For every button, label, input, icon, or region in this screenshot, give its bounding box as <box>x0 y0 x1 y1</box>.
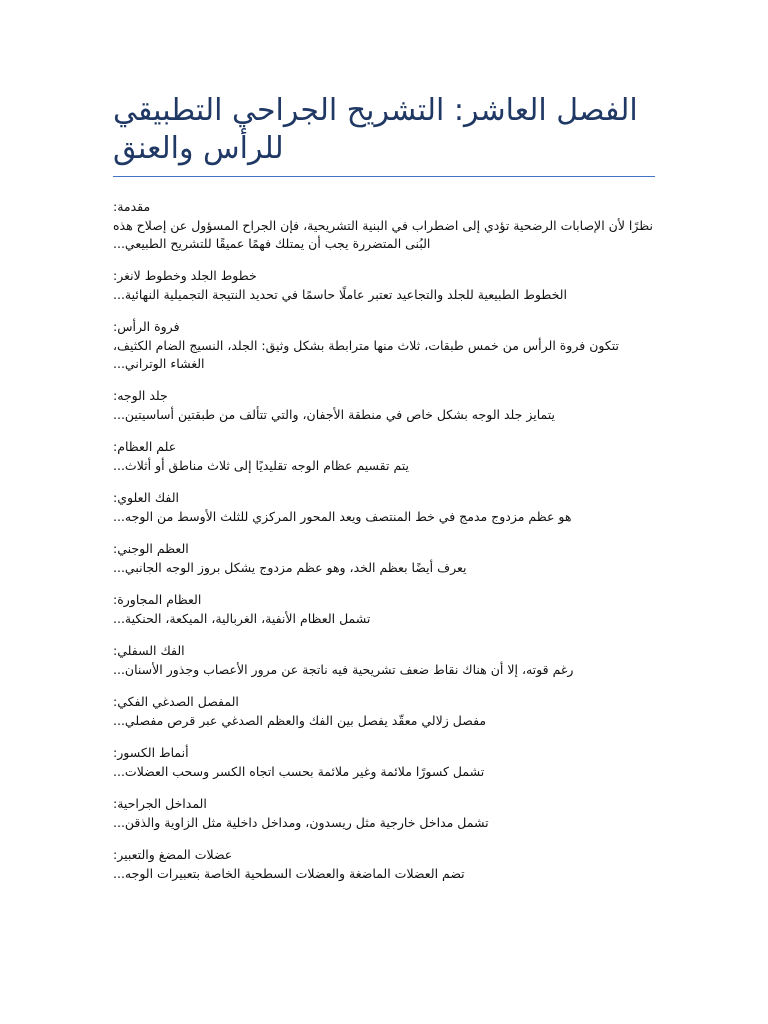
section-text: مفصل زلالي معقّد يفصل بين الفك والعظم الصدغي عبر قرص مفصلي... <box>113 713 487 728</box>
section-heading: العظام المجاورة: <box>113 592 202 607</box>
section-zygoma <box>113 541 655 577</box>
section-text: الخطوط الطبيعية للجلد والتجاعيد تعتبر عاملًا حاسمًا في تحديد النتيجة التجميلية النهائية... <box>113 287 567 302</box>
section-text: تشمل كسورًا ملائمة وغير ملائمة بحسب اتجاه الكسر وسحب العضلات... <box>113 764 485 779</box>
page-title: الفصل العاشر: التشريح الجراحي التطبيقي للرأس والعنق <box>113 92 655 177</box>
section-text: هو عظم مزدوج مدمج في خط المنتصف ويعد المحور المركزي للثلث الأوسط من الوجه... <box>113 509 572 524</box>
section-muscles <box>113 847 655 883</box>
section-scalp <box>113 319 655 373</box>
section-heading: مقدمة: <box>113 199 151 214</box>
section-mandible <box>113 643 655 679</box>
section-tmj <box>113 694 655 730</box>
section-maxilla <box>113 490 655 526</box>
section-fracture-patterns <box>113 745 655 781</box>
section-heading: المداخل الجراحية: <box>113 796 207 811</box>
section-text: نظرًا لأن الإصابات الرضحية تؤدي إلى اضطراب في البنية التشريحية، فإن الجراح المسؤول عن إصلاح هذه البُنى المتضررة يجب أن يمتلك فهمًا عميقًا للتشريح الطبيعي... <box>113 218 654 251</box>
section-heading: خطوط الجلد وخطوط لانغر: <box>113 268 257 283</box>
sections-list <box>113 199 655 883</box>
section-facial-skin <box>113 388 655 424</box>
section-text: رغم قوته، إلا أن هناك نقاط ضعف تشريحية فيه ناتجة عن مرور الأعصاب وجذور الأسنان... <box>113 662 574 677</box>
section-text: تتكون فروة الرأس من خمس طبقات، ثلاث منها مترابطة بشكل وثيق: الجلد، النسيج الضام الكثيف، الغشاء الوتراني... <box>113 338 619 371</box>
section-text: يتمايز جلد الوجه بشكل خاص في منطقة الأجفان، والتي تتألف من طبقتين أساسيتين... <box>113 407 556 422</box>
section-skin-lines <box>113 268 655 304</box>
section-heading: فروة الرأس: <box>113 319 180 334</box>
section-text: تشمل العظام الأنفية، الغربالية، الميكعة، الحنكية... <box>113 611 371 626</box>
document-page <box>113 92 655 898</box>
section-heading: الفك العلوي: <box>113 490 180 505</box>
section-text: تشمل مداخل خارجية مثل ريسدون، ومداخل داخلية مثل الزاوية والذقن... <box>113 815 489 830</box>
section-text: يعرف أيضًا بعظم الخد، وهو عظم مزدوج يشكل بروز الوجه الجانبي... <box>113 560 467 575</box>
section-heading: الفك السفلي: <box>113 643 185 658</box>
section-text: يتم تقسيم عظام الوجه تقليديًا إلى ثلاث مناطق أو أثلاث... <box>113 458 410 473</box>
section-heading: العظم الوجني: <box>113 541 189 556</box>
section-text: تضم العضلات الماضغة والعضلات السطحية الخاصة بتعبيرات الوجه... <box>113 866 465 881</box>
section-heading: علم العظام: <box>113 439 177 454</box>
section-osteology <box>113 439 655 475</box>
section-adjacent-bones <box>113 592 655 628</box>
section-introduction <box>113 199 655 253</box>
section-heading: عضلات المضغ والتعبير: <box>113 847 233 862</box>
section-surgical-approaches <box>113 796 655 832</box>
section-heading: المفصل الصدغي الفكي: <box>113 694 239 709</box>
section-heading: جلد الوجه: <box>113 388 168 403</box>
section-heading: أنماط الكسور: <box>113 745 189 760</box>
